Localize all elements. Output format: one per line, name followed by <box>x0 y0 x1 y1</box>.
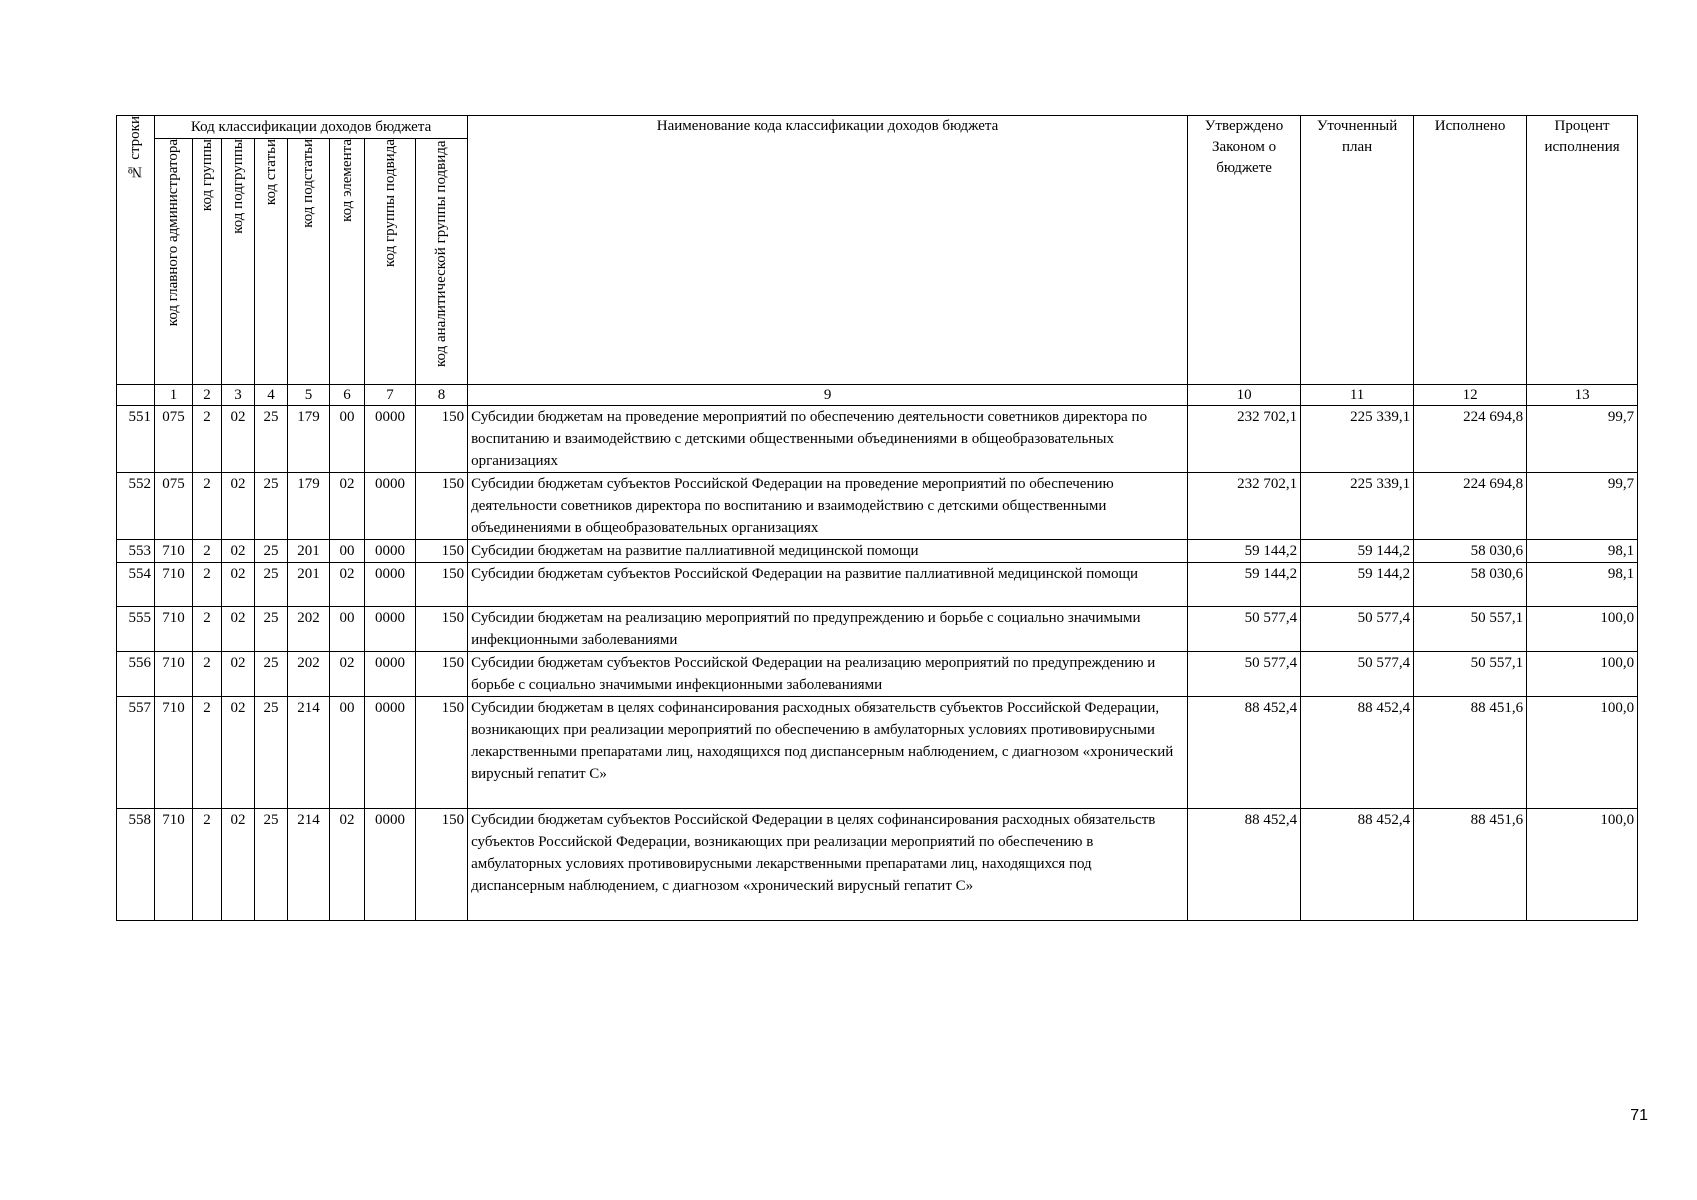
executed-amount: 224 694,8 <box>1414 473 1527 540</box>
column-number: 6 <box>330 385 365 406</box>
refined-plan-amount: 88 452,4 <box>1301 697 1414 809</box>
code-element: 02 <box>330 473 365 540</box>
code-group: 2 <box>193 540 222 563</box>
page-number: 71 <box>1630 1107 1648 1124</box>
column-number: 13 <box>1527 385 1638 406</box>
code-subarticle: 179 <box>288 473 330 540</box>
code-administrator: 075 <box>155 473 193 540</box>
header-code-subarticle: код подстатьи <box>288 139 330 385</box>
approved-amount: 88 452,4 <box>1188 809 1301 921</box>
refined-plan-amount: 225 339,1 <box>1301 473 1414 540</box>
column-number: 5 <box>288 385 330 406</box>
table-row <box>117 697 1638 809</box>
table-row <box>117 809 1638 921</box>
code-subarticle: 179 <box>288 406 330 473</box>
code-analytic-group: 150 <box>416 540 468 563</box>
column-number: 11 <box>1301 385 1414 406</box>
approved-amount: 50 577,4 <box>1188 607 1301 652</box>
code-group: 2 <box>193 406 222 473</box>
percent-executed: 98,1 <box>1527 563 1638 607</box>
code-subgroup: 02 <box>222 607 255 652</box>
code-subtype-group: 0000 <box>365 652 416 697</box>
code-article: 25 <box>255 809 288 921</box>
refined-plan-amount: 59 144,2 <box>1301 563 1414 607</box>
code-element: 02 <box>330 652 365 697</box>
table-row <box>117 607 1638 652</box>
executed-amount: 58 030,6 <box>1414 540 1527 563</box>
refined-plan-amount: 50 577,4 <box>1301 652 1414 697</box>
table-row <box>117 652 1638 697</box>
code-administrator: 710 <box>155 607 193 652</box>
executed-amount: 224 694,8 <box>1414 406 1527 473</box>
row-number: 555 <box>117 607 155 652</box>
code-administrator: 710 <box>155 540 193 563</box>
code-analytic-group: 150 <box>416 652 468 697</box>
executed-amount: 50 557,1 <box>1414 652 1527 697</box>
code-administrator: 710 <box>155 563 193 607</box>
code-article: 25 <box>255 607 288 652</box>
refined-plan-amount: 50 577,4 <box>1301 607 1414 652</box>
row-name: Субсидии бюджетам субъектов Российской Федерации на развитие паллиативной медицинской помощи <box>468 563 1188 607</box>
code-article: 25 <box>255 406 288 473</box>
row-name: Субсидии бюджетам на реализацию мероприятий по предупреждению и борьбе с социально значимыми инфекционными заболеваниями <box>468 607 1188 652</box>
percent-executed: 99,7 <box>1527 473 1638 540</box>
code-subarticle: 202 <box>288 652 330 697</box>
row-number: 552 <box>117 473 155 540</box>
approved-amount: 88 452,4 <box>1188 697 1301 809</box>
header-name: Наименование кода классификации доходов бюджета <box>468 116 1188 385</box>
code-subgroup: 02 <box>222 540 255 563</box>
code-analytic-group: 150 <box>416 563 468 607</box>
header-executed: Исполнено <box>1414 116 1527 385</box>
header-approved: Утверждено Законом о бюджете <box>1188 116 1301 385</box>
executed-amount: 58 030,6 <box>1414 563 1527 607</box>
code-article: 25 <box>255 697 288 809</box>
code-analytic-group: 150 <box>416 697 468 809</box>
approved-amount: 232 702,1 <box>1188 406 1301 473</box>
code-element: 02 <box>330 563 365 607</box>
code-element: 00 <box>330 406 365 473</box>
header-code-subgroup: код подгруппы <box>222 139 255 385</box>
code-subarticle: 214 <box>288 697 330 809</box>
column-numbers-row <box>117 385 1638 406</box>
code-article: 25 <box>255 563 288 607</box>
code-element: 00 <box>330 697 365 809</box>
code-subarticle: 202 <box>288 607 330 652</box>
code-group: 2 <box>193 697 222 809</box>
approved-amount: 50 577,4 <box>1188 652 1301 697</box>
header-code-analytic-group: код аналитической группы подвида <box>416 139 468 385</box>
header-row-number: № строки <box>117 116 155 385</box>
column-number: 3 <box>222 385 255 406</box>
code-group: 2 <box>193 563 222 607</box>
approved-amount: 59 144,2 <box>1188 563 1301 607</box>
code-subtype-group: 0000 <box>365 540 416 563</box>
code-administrator: 075 <box>155 406 193 473</box>
executed-amount: 88 451,6 <box>1414 697 1527 809</box>
column-number: 7 <box>365 385 416 406</box>
header-code-group: код группы <box>193 139 222 385</box>
code-subgroup: 02 <box>222 406 255 473</box>
refined-plan-amount: 225 339,1 <box>1301 406 1414 473</box>
table-row <box>117 406 1638 473</box>
code-subtype-group: 0000 <box>365 473 416 540</box>
percent-executed: 100,0 <box>1527 697 1638 809</box>
code-subgroup: 02 <box>222 652 255 697</box>
row-name: Субсидии бюджетам на проведение мероприятий по обеспечению деятельности советников директора по воспитанию и взаимодействию с детскими общественными объединениями в общеобразовательных организациях <box>468 406 1188 473</box>
header-classification-group: Код классификации доходов бюджета <box>155 116 468 139</box>
row-number: 551 <box>117 406 155 473</box>
code-subtype-group: 0000 <box>365 809 416 921</box>
revenue-classification-table <box>116 115 1638 921</box>
approved-amount: 59 144,2 <box>1188 540 1301 563</box>
column-number: 12 <box>1414 385 1527 406</box>
code-subtype-group: 0000 <box>365 406 416 473</box>
column-number: 9 <box>468 385 1188 406</box>
header-code-article: код статьи <box>255 139 288 385</box>
code-article: 25 <box>255 652 288 697</box>
percent-executed: 100,0 <box>1527 809 1638 921</box>
row-number: 553 <box>117 540 155 563</box>
code-element: 00 <box>330 607 365 652</box>
table-row <box>117 473 1638 540</box>
code-subtype-group: 0000 <box>365 607 416 652</box>
code-subtype-group: 0000 <box>365 697 416 809</box>
column-number: 4 <box>255 385 288 406</box>
header-refined-plan: Уточненный план <box>1301 116 1414 385</box>
column-number: 2 <box>193 385 222 406</box>
percent-executed: 100,0 <box>1527 607 1638 652</box>
code-analytic-group: 150 <box>416 473 468 540</box>
column-number-blank <box>117 385 155 406</box>
executed-amount: 50 557,1 <box>1414 607 1527 652</box>
code-element: 00 <box>330 540 365 563</box>
row-number: 557 <box>117 697 155 809</box>
header-code-subtype-group: код группы подвида <box>365 139 416 385</box>
code-analytic-group: 150 <box>416 406 468 473</box>
column-number: 1 <box>155 385 193 406</box>
table-row <box>117 540 1638 563</box>
code-subarticle: 201 <box>288 563 330 607</box>
row-name: Субсидии бюджетам в целях софинансирования расходных обязательств субъектов Российской Федерации, возникающих при реализации мероприятий по обеспечению в амбулаторных условиях противовирусными лекарственными препаратами лиц, находящихся под диспансерным наблюдением, с диагнозом «хронический вирусный гепатит С» <box>468 697 1188 809</box>
code-group: 2 <box>193 809 222 921</box>
code-analytic-group: 150 <box>416 809 468 921</box>
column-number: 8 <box>416 385 468 406</box>
header-code-element: код элемента <box>330 139 365 385</box>
code-subarticle: 201 <box>288 540 330 563</box>
approved-amount: 232 702,1 <box>1188 473 1301 540</box>
row-name: Субсидии бюджетам субъектов Российской Федерации на реализацию мероприятий по предупреждению и борьбе с социально значимыми инфекционными заболеваниями <box>468 652 1188 697</box>
executed-amount: 88 451,6 <box>1414 809 1527 921</box>
code-subgroup: 02 <box>222 697 255 809</box>
code-subgroup: 02 <box>222 809 255 921</box>
row-name: Субсидии бюджетам субъектов Российской Федерации на проведение мероприятий по обеспечению деятельности советников директора по воспитанию и взаимодействию с детскими общественными объединениями в общеобразовательных организациях <box>468 473 1188 540</box>
refined-plan-amount: 59 144,2 <box>1301 540 1414 563</box>
code-administrator: 710 <box>155 652 193 697</box>
percent-executed: 99,7 <box>1527 406 1638 473</box>
code-subgroup: 02 <box>222 473 255 540</box>
code-article: 25 <box>255 473 288 540</box>
refined-plan-amount: 88 452,4 <box>1301 809 1414 921</box>
table-row <box>117 563 1638 607</box>
percent-executed: 98,1 <box>1527 540 1638 563</box>
code-group: 2 <box>193 607 222 652</box>
code-administrator: 710 <box>155 809 193 921</box>
code-group: 2 <box>193 473 222 540</box>
row-number: 556 <box>117 652 155 697</box>
code-group: 2 <box>193 652 222 697</box>
header-percent: Процент исполнения <box>1527 116 1638 385</box>
code-article: 25 <box>255 540 288 563</box>
header-code-administrator: код главного администратора <box>155 139 193 385</box>
column-number: 10 <box>1188 385 1301 406</box>
code-subtype-group: 0000 <box>365 563 416 607</box>
row-number: 558 <box>117 809 155 921</box>
row-name: Субсидии бюджетам субъектов Российской Федерации в целях софинансирования расходных обязательств субъектов Российской Федерации, возникающих при реализации мероприятий по обеспечению в амбулаторных условиях противовирусными лекарственными препаратами лиц, находящихся под диспансерным наблюдением, с диагнозом «хронический вирусный гепатит С» <box>468 809 1188 921</box>
code-administrator: 710 <box>155 697 193 809</box>
code-subgroup: 02 <box>222 563 255 607</box>
code-element: 02 <box>330 809 365 921</box>
row-name: Субсидии бюджетам на развитие паллиативной медицинской помощи <box>468 540 1188 563</box>
code-analytic-group: 150 <box>416 607 468 652</box>
code-subarticle: 214 <box>288 809 330 921</box>
row-number: 554 <box>117 563 155 607</box>
percent-executed: 100,0 <box>1527 652 1638 697</box>
